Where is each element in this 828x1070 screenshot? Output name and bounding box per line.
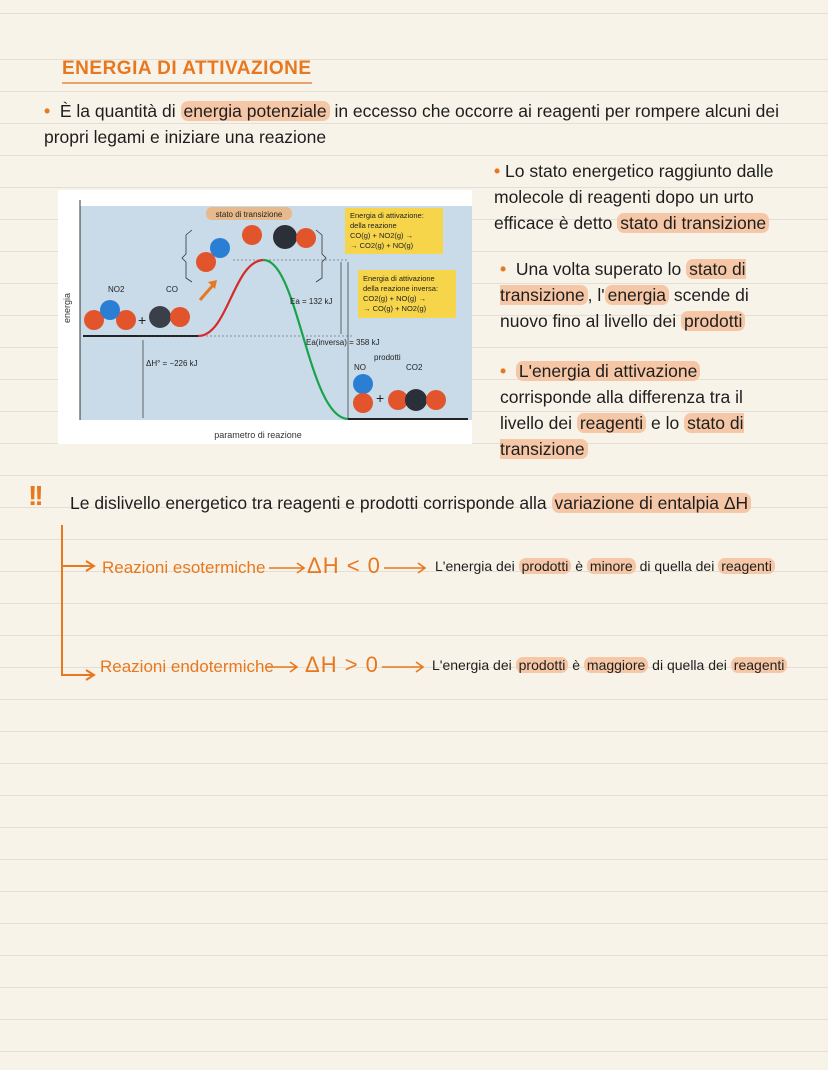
arrow-right-icon	[269, 561, 309, 575]
desc-text: è	[575, 558, 584, 574]
x-axis-label: parametro di reazione	[214, 430, 302, 440]
highlight-stato-transizione: stato di transizione	[500, 259, 746, 305]
definition-text-2: in eccesso che occorre ai reagenti per rompere alcuni dei propri legami e iniziare una reazione	[44, 101, 779, 147]
definition-text: È la quantità di	[59, 101, 176, 121]
note-text: Una volta superato lo	[515, 259, 682, 279]
highlight-stato-transizione: stato di transizione	[500, 413, 744, 459]
highlight-variazione-entalpia: variazione di entalpia ΔH	[552, 493, 752, 513]
box1-line1: Energia di attivazione:	[350, 211, 424, 220]
bullet: •	[494, 161, 501, 181]
energy-diagram-svg	[58, 190, 472, 444]
exothermic-label: Reazioni esotermiche	[102, 558, 266, 577]
branch-endothermic	[100, 654, 810, 682]
products-label: prodotti	[374, 353, 401, 362]
endothermic-description	[432, 657, 787, 673]
energy-diagram	[58, 190, 472, 444]
reagent-no2-label: NO2	[108, 285, 125, 294]
note-text: e lo	[650, 413, 680, 433]
highlight-stato-transizione: stato di transizione	[617, 213, 769, 233]
branch-exothermic	[102, 555, 802, 583]
transition-state-label: stato di transizione	[215, 210, 283, 219]
plus-sign: +	[138, 312, 147, 328]
arrow-right-icon	[266, 660, 306, 674]
desc-text: di quella dei	[652, 657, 727, 673]
ea-inverse-label: Ea(inversa) = 358 kJ	[306, 338, 380, 347]
note-text: , l'	[587, 285, 605, 305]
highlight-prodotti: prodotti	[681, 311, 745, 331]
ea-label: Ea = 132 kJ	[290, 297, 333, 306]
highlight-maggiore: maggiore	[584, 657, 648, 673]
highlight-reagenti: reagenti	[718, 558, 775, 574]
bullet: •	[500, 259, 507, 279]
exothermic-description	[435, 558, 775, 574]
dh-label: ΔH° = −226 kJ	[146, 359, 198, 368]
co2-molecule-icon	[388, 389, 446, 411]
plus-sign-products: +	[376, 390, 385, 406]
highlight-prodotti: prodotti	[516, 657, 569, 673]
desc-text: L'energia dei	[432, 657, 512, 673]
page-title: ENERGIA DI ATTIVAZIONE	[62, 58, 312, 84]
note-text: corrisponde alla differenza tra il livello dei	[500, 387, 743, 433]
box1-line3: CO(g) + NO2(g) →	[350, 231, 414, 240]
bullet: •	[500, 361, 507, 381]
box2-line1: Energia di attivazione	[363, 274, 435, 283]
box1-line4: → CO2(g) + NO(g)	[350, 241, 414, 250]
arrow-right-icon	[384, 561, 429, 575]
note-stato-transizione	[494, 158, 794, 236]
product-no-label: NO	[354, 363, 366, 372]
note-superato	[500, 256, 765, 334]
box2-line2: della reazione inversa:	[363, 284, 439, 293]
delta-h-statement	[70, 490, 790, 516]
desc-text: L'energia dei	[435, 558, 515, 574]
statement-text: Le dislivello energetico tra reagenti e prodotti corrisponde alla	[70, 493, 547, 513]
exothermic-condition: ΔH < 0	[307, 553, 381, 578]
highlight-minore: minore	[587, 558, 636, 574]
reagent-co-label: CO	[166, 285, 178, 294]
endothermic-label: Reazioni endotermiche	[100, 657, 274, 676]
warning-mark: !!	[28, 480, 41, 511]
highlight-prodotti: prodotti	[519, 558, 572, 574]
definition-paragraph	[44, 98, 804, 150]
highlight-energia-potenziale: energia potenziale	[181, 101, 330, 121]
bullet: •	[44, 101, 51, 121]
product-co2-label: CO2	[406, 363, 423, 372]
y-axis-label: energia	[62, 292, 72, 324]
note-text: Lo stato energetico raggiunto dalle molecole di reagenti dopo un urto efficace è detto	[494, 161, 774, 233]
highlight-reagenti: reagenti	[577, 413, 646, 433]
note-text: scende di nuovo fino al livello dei	[500, 285, 749, 331]
box2-line3: CO2(g) + NO(g) →	[363, 294, 427, 303]
endothermic-condition: ΔH > 0	[305, 652, 379, 677]
highlight-reagenti: reagenti	[731, 657, 788, 673]
box1-line2: della reazione	[350, 221, 397, 230]
highlight-energia-attivazione: L'energia di attivazione	[516, 361, 700, 381]
highlight-energia: energia	[605, 285, 669, 305]
arrow-right-icon	[382, 660, 427, 674]
note-energia-attivazione	[500, 358, 765, 462]
desc-text: di quella dei	[639, 558, 715, 574]
box2-line4: → CO(g) + NO2(g)	[363, 304, 427, 313]
desc-text: è	[572, 657, 581, 673]
